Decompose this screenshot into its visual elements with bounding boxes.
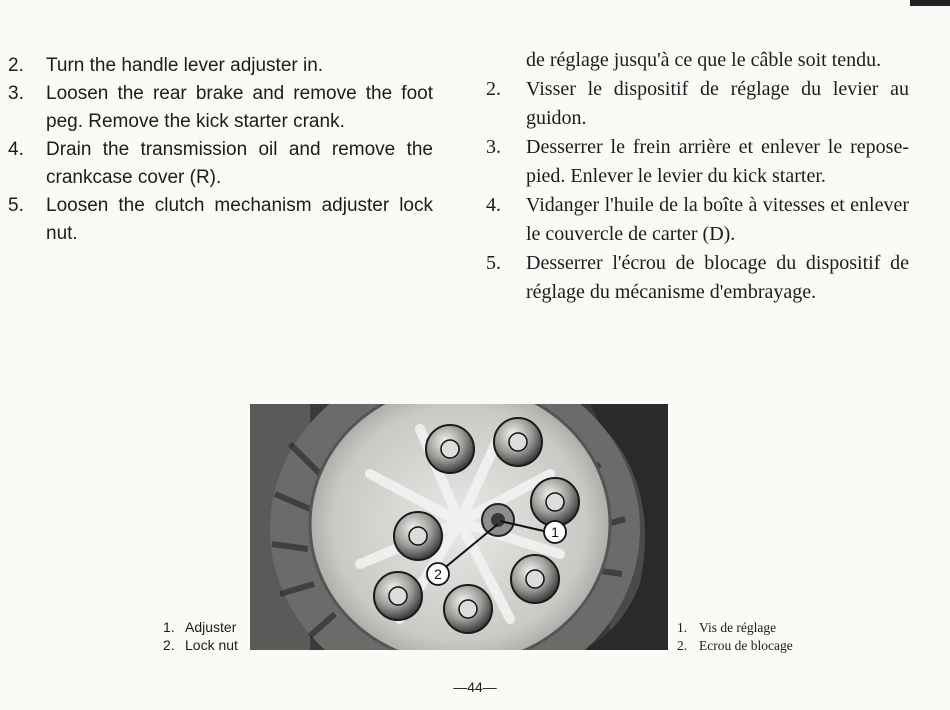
caption-number: 2. [677,638,688,653]
step-text: Desserrer le frein arrière et enlever le repose-pied. Enlever le levier du kick starter. [526,136,909,187]
caption-text: Lock nut [185,637,238,653]
list-item [484,191,909,249]
step-number: 4. [8,139,24,160]
step-number: 5. [8,195,24,216]
step-number: 3. [8,83,24,104]
callout-1-label: 1 [551,524,559,540]
list-item [484,75,909,133]
page-edge-mark [910,0,950,6]
caption-item [163,618,238,636]
caption-english [163,618,238,654]
list-item [8,192,433,248]
caption-item [677,637,793,655]
step-text: Visser le dispositif de réglage du levier au guidon. [526,78,909,129]
caption-french [677,619,793,655]
step-text: Loosen the clutch mechanism adjuster lock nut. [46,195,433,244]
step-text: Turn the handle lever adjuster in. [46,55,324,76]
list-item [8,136,433,192]
step-number: 2. [486,78,501,100]
continuation-text: de réglage jusqu'à ce que le câble soit tendu. [526,49,882,71]
english-instructions [8,52,433,248]
callout-2-label: 2 [434,566,442,582]
caption-text: Vis de réglage [699,620,777,635]
clutch-photo [250,404,668,650]
page-number: —44— [453,679,497,695]
step-number: 2. [8,55,24,76]
step-text: Desserrer l'écrou de blocage du dispositif de réglage du mécanisme d'embrayage. [526,252,909,303]
step-text: Vidanger l'huile de la boîte à vitesses et enlever le couvercle de carter (D). [526,194,909,245]
list-item [8,80,433,136]
step-number: 3. [486,136,501,158]
caption-number: 2. [163,637,175,653]
caption-text: Ecrou de blocage [699,638,793,653]
list-item [484,133,909,191]
french-instructions [484,46,909,307]
step-text: Drain the transmission oil and remove the crankcase cover (R). [46,139,433,188]
caption-text: Adjuster [185,619,237,635]
step-text: Loosen the rear brake and remove the foot peg. Remove the kick starter crank. [46,83,433,132]
step-number: 5. [486,252,501,274]
step-number: 4. [486,194,501,216]
caption-item [677,619,793,637]
caption-item [163,636,238,654]
caption-number: 1. [163,619,175,635]
list-item [484,249,909,307]
list-item [8,52,433,80]
caption-number: 1. [677,620,688,635]
